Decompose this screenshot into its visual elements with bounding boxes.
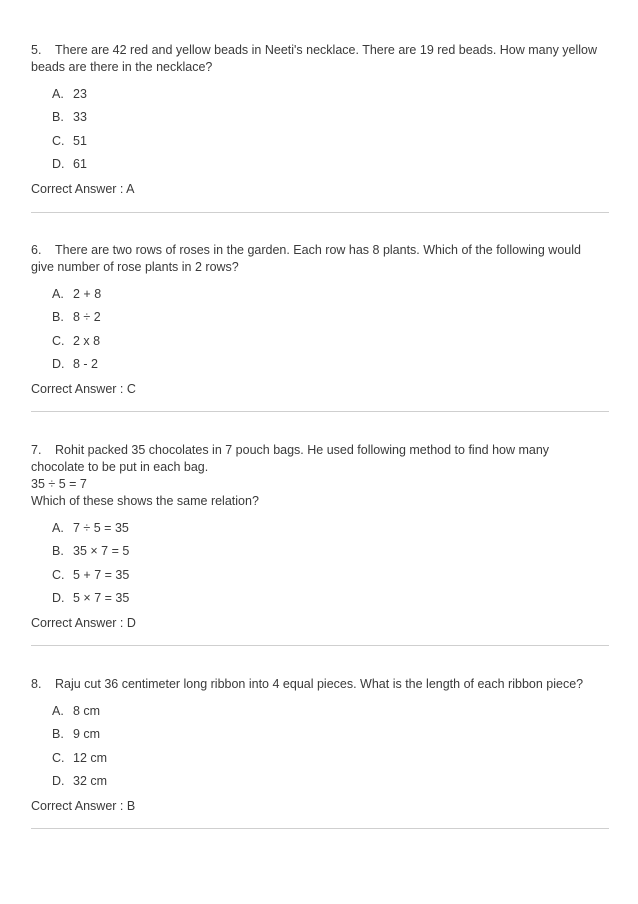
- question-number: 8.: [31, 677, 42, 691]
- option-text: 8 - 2: [73, 356, 99, 371]
- question-stem: [31, 242, 609, 276]
- option-letter: C.: [52, 133, 65, 148]
- option-text: 2 x 8: [73, 333, 101, 348]
- option-text: 23: [73, 87, 87, 101]
- question-6: [31, 242, 609, 398]
- option-d[interactable]: [52, 156, 609, 179]
- option-a[interactable]: [52, 520, 609, 543]
- option-letter: D.: [52, 773, 65, 788]
- options-list: [52, 86, 609, 179]
- correct-answer: Correct Answer : D: [31, 616, 136, 631]
- option-letter: D.: [52, 156, 65, 171]
- option-text: 8 cm: [73, 704, 101, 718]
- option-text: 35 × 7 = 5: [73, 544, 130, 559]
- option-letter: B.: [52, 310, 64, 325]
- option-a[interactable]: [52, 86, 609, 109]
- option-letter: C.: [52, 750, 65, 765]
- option-c[interactable]: [52, 333, 609, 356]
- options-list: [52, 520, 609, 613]
- option-letter: A.: [52, 287, 64, 301]
- option-text: 7 ÷ 5 = 35: [73, 521, 129, 535]
- option-b[interactable]: [52, 726, 609, 749]
- option-d[interactable]: [52, 773, 609, 796]
- option-letter: D.: [52, 356, 65, 371]
- question-number: 7.: [31, 443, 42, 457]
- stem-line: give number of rose plants in 2 rows?: [31, 260, 239, 274]
- correct-answer: Correct Answer : A: [31, 182, 135, 197]
- correct-answer: Correct Answer : B: [31, 799, 136, 814]
- option-b[interactable]: [52, 309, 609, 332]
- divider: [31, 212, 609, 213]
- question-number: 5.: [31, 43, 42, 57]
- divider: [31, 645, 609, 646]
- option-c[interactable]: [52, 750, 609, 773]
- option-c[interactable]: [52, 567, 609, 590]
- question-stem: [31, 442, 609, 510]
- option-text: 5 × 7 = 35: [73, 590, 130, 605]
- option-c[interactable]: [52, 133, 609, 156]
- stem-line: chocolate to be put in each bag.: [31, 460, 209, 474]
- options-list: [52, 703, 609, 796]
- question-5: [31, 42, 609, 198]
- option-letter: B.: [52, 544, 64, 559]
- option-text: 32 cm: [73, 773, 108, 788]
- stem-line: Raju cut 36 centimeter long ribbon into 4 equal pieces. What is the length of each ribbon piece?: [55, 677, 584, 691]
- question-stem: [31, 676, 609, 693]
- option-text: 12 cm: [73, 750, 108, 765]
- stem-line: 35 ÷ 5 = 7: [31, 477, 87, 491]
- option-text: 9 cm: [73, 727, 101, 742]
- option-text: 2 + 8: [73, 287, 102, 301]
- stem-line: beads are there in the necklace?: [31, 60, 213, 74]
- question-8: [31, 676, 609, 815]
- option-text: 51: [73, 133, 87, 148]
- option-a[interactable]: [52, 703, 609, 726]
- stem-line: There are 42 red and yellow beads in Neeti's necklace. There are 19 red beads. How many yellow: [55, 43, 598, 57]
- question-7: [31, 442, 609, 632]
- option-letter: C.: [52, 567, 65, 582]
- options-list: [52, 286, 609, 379]
- stem-line: Which of these shows the same relation?: [31, 494, 259, 508]
- option-text: 5 + 7 = 35: [73, 567, 130, 582]
- option-letter: B.: [52, 110, 64, 125]
- question-stem: [31, 42, 609, 76]
- option-letter: A.: [52, 87, 64, 101]
- option-text: 33: [73, 110, 87, 125]
- stem-line: Rohit packed 35 chocolates in 7 pouch bags. He used following method to find how many: [55, 443, 550, 457]
- question-number: 6.: [31, 243, 42, 257]
- option-d[interactable]: [52, 590, 609, 613]
- option-a[interactable]: [52, 286, 609, 309]
- correct-answer: Correct Answer : C: [31, 382, 136, 397]
- option-b[interactable]: [52, 543, 609, 566]
- option-text: 61: [73, 156, 87, 171]
- option-text: 8 ÷ 2: [73, 310, 101, 325]
- option-letter: D.: [52, 590, 65, 605]
- option-letter: C.: [52, 333, 65, 348]
- option-letter: A.: [52, 704, 64, 718]
- option-b[interactable]: [52, 109, 609, 132]
- stem-line: There are two rows of roses in the garden. Each row has 8 plants. Which of the following would: [55, 243, 581, 257]
- option-d[interactable]: [52, 356, 609, 379]
- divider: [31, 828, 609, 829]
- option-letter: B.: [52, 727, 64, 742]
- divider: [31, 411, 609, 412]
- option-letter: A.: [52, 521, 64, 535]
